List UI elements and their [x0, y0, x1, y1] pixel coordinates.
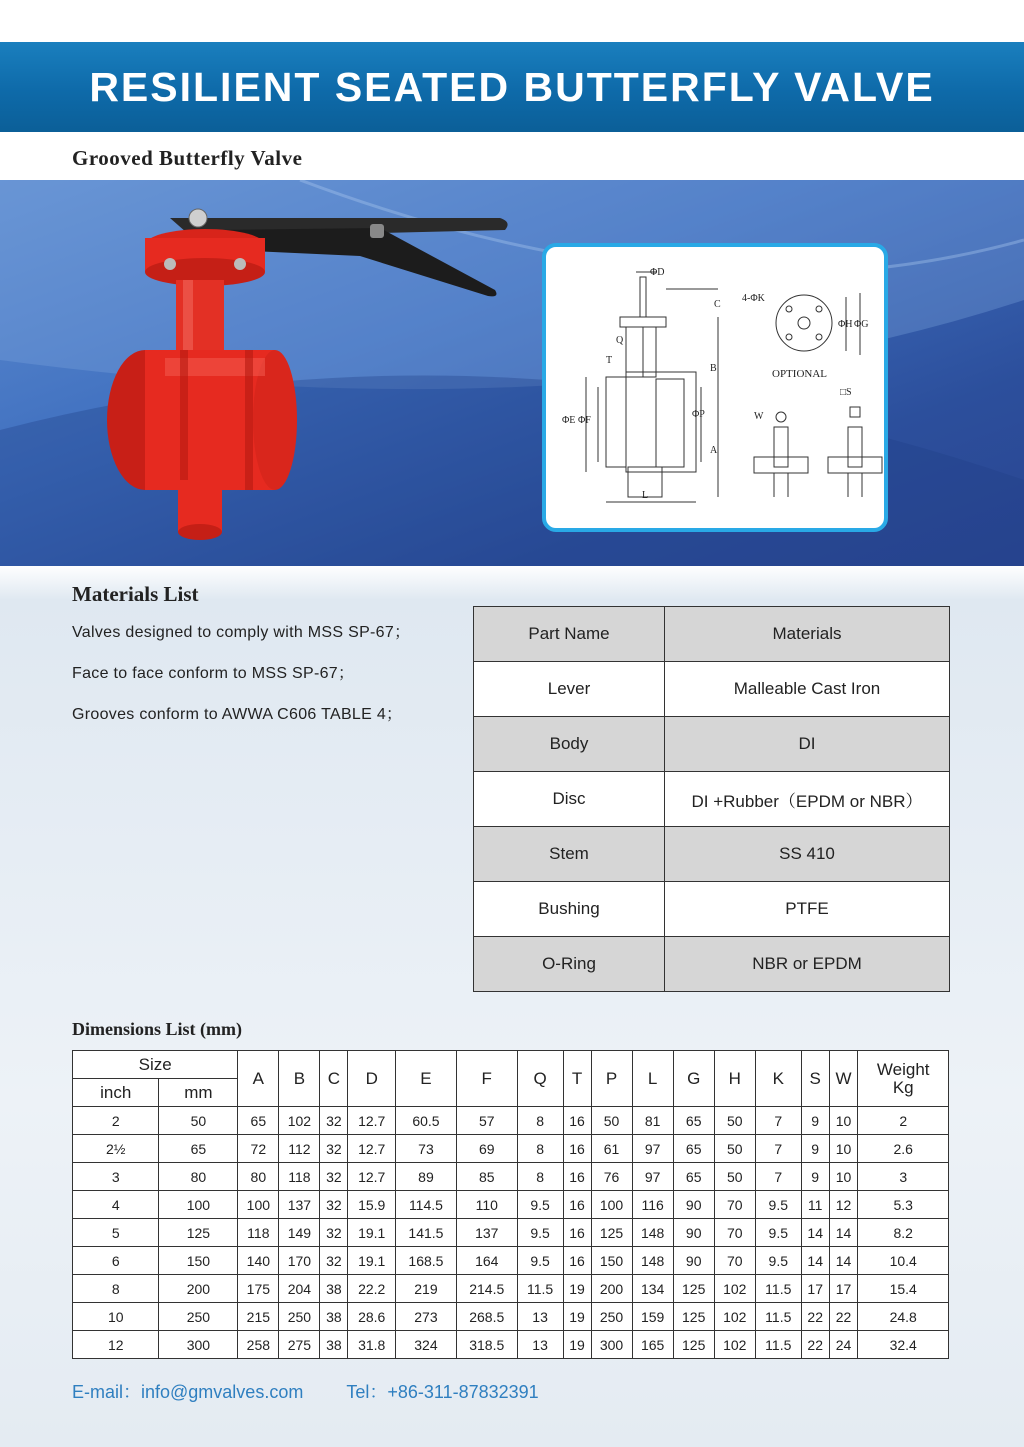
dimension-cell: 11.5 — [517, 1275, 563, 1303]
dimension-cell: 12 — [829, 1191, 858, 1219]
dimension-cell: 38 — [320, 1331, 348, 1359]
table-row — [474, 882, 950, 937]
size-mm-cell: 150 — [159, 1247, 238, 1275]
dimension-cell: 140 — [238, 1247, 279, 1275]
dimension-cell: 10 — [829, 1107, 858, 1135]
dimension-cell: 16 — [563, 1219, 591, 1247]
dimension-cell: 2.6 — [858, 1135, 949, 1163]
dimension-cell: 13 — [517, 1331, 563, 1359]
table-row — [474, 717, 950, 772]
dimension-cell: 9.5 — [755, 1247, 801, 1275]
table-row — [73, 1275, 949, 1303]
materials-title: Materials List — [72, 582, 199, 606]
dimension-cell: 22 — [829, 1303, 858, 1331]
weight-label: Weight — [876, 1059, 930, 1079]
label-d: ΦD — [650, 267, 665, 278]
dimension-cell: 8 — [517, 1135, 563, 1163]
label-h: ΦH — [838, 319, 853, 330]
dimension-cell: 9.5 — [517, 1219, 563, 1247]
part-name: O-Ring — [474, 937, 665, 992]
dimension-cell: 164 — [456, 1247, 517, 1275]
dimension-cell: 97 — [632, 1135, 673, 1163]
dimension-cell: 15.9 — [348, 1191, 396, 1219]
dimension-cell: 19 — [563, 1303, 591, 1331]
header-col: K — [755, 1051, 801, 1107]
dimension-cell: 73 — [396, 1135, 457, 1163]
dimension-cell: 22 — [801, 1303, 829, 1331]
dimension-cell: 65 — [238, 1107, 279, 1135]
header-col: Q — [517, 1051, 563, 1107]
header-inch: inch — [73, 1079, 159, 1107]
dimension-cell: 16 — [563, 1191, 591, 1219]
dimension-cell: 90 — [673, 1219, 714, 1247]
dimensions-table — [72, 1050, 949, 1359]
dimension-cell: 57 — [456, 1107, 517, 1135]
dimension-cell: 50 — [714, 1135, 755, 1163]
dimension-cell: 19 — [563, 1331, 591, 1359]
dimension-cell: 7 — [755, 1163, 801, 1191]
dimension-cell: 3 — [858, 1163, 949, 1191]
dimension-cell: 12.7 — [348, 1135, 396, 1163]
dimension-cell: 8.2 — [858, 1219, 949, 1247]
header-col: P — [591, 1051, 632, 1107]
label-a: A — [710, 445, 718, 456]
dimension-cell: 102 — [714, 1275, 755, 1303]
dimension-cell: 9.5 — [517, 1191, 563, 1219]
dimension-cell: 134 — [632, 1275, 673, 1303]
dimension-cell: 250 — [591, 1303, 632, 1331]
header-col: F — [456, 1051, 517, 1107]
dimension-cell: 112 — [279, 1135, 320, 1163]
dimension-cell: 16 — [563, 1107, 591, 1135]
dimensions-title: Dimensions List (mm) — [72, 1019, 242, 1039]
dimension-cell: 150 — [591, 1247, 632, 1275]
header-col: H — [714, 1051, 755, 1107]
dimension-cell: 125 — [673, 1275, 714, 1303]
dimensions-header-row — [73, 1051, 949, 1079]
size-inch-cell: 2½ — [73, 1135, 159, 1163]
dimension-cell: 9 — [801, 1107, 829, 1135]
dimension-cell: 5.3 — [858, 1191, 949, 1219]
header-col: S — [801, 1051, 829, 1107]
dimension-cell: 11 — [801, 1191, 829, 1219]
materials-table — [473, 606, 950, 992]
header-size: Size — [73, 1051, 238, 1079]
note-face-to-face: Face to face conform to MSS SP-67； — [72, 665, 355, 682]
label-g: ΦG — [854, 319, 869, 330]
size-inch-cell: 2 — [73, 1107, 159, 1135]
dimension-cell: 125 — [591, 1219, 632, 1247]
label-p: ΦP — [692, 409, 705, 420]
dimension-cell: 318.5 — [456, 1331, 517, 1359]
dimension-cell: 32 — [320, 1191, 348, 1219]
size-inch-cell: 12 — [73, 1331, 159, 1359]
size-inch-cell: 4 — [73, 1191, 159, 1219]
page-title: RESILIENT SEATED BUTTERFLY VALVE — [89, 63, 935, 110]
dimension-cell: 90 — [673, 1247, 714, 1275]
note-grooves: Grooves conform to AWWA C606 TABLE 4； — [72, 706, 403, 723]
dimension-cell: 9.5 — [517, 1247, 563, 1275]
dimension-cell: 100 — [591, 1191, 632, 1219]
dimension-cell: 16 — [563, 1135, 591, 1163]
dimension-cell: 114.5 — [396, 1191, 457, 1219]
table-row — [73, 1247, 949, 1275]
dimension-cell: 80 — [238, 1163, 279, 1191]
dimension-cell: 102 — [714, 1303, 755, 1331]
technical-drawing — [546, 247, 884, 528]
size-mm-cell: 300 — [159, 1331, 238, 1359]
header-mm: mm — [159, 1079, 238, 1107]
title-banner — [0, 42, 1024, 132]
dimension-cell: 11.5 — [755, 1303, 801, 1331]
dimension-cell: 219 — [396, 1275, 457, 1303]
table-row — [73, 1219, 949, 1247]
dimension-cell: 76 — [591, 1163, 632, 1191]
dimension-cell: 70 — [714, 1219, 755, 1247]
dimension-cell: 125 — [673, 1303, 714, 1331]
header-col: D — [348, 1051, 396, 1107]
dimension-cell: 22.2 — [348, 1275, 396, 1303]
dimension-cell: 141.5 — [396, 1219, 457, 1247]
dimension-cell: 28.6 — [348, 1303, 396, 1331]
dimension-cell: 85 — [456, 1163, 517, 1191]
dimension-cell: 81 — [632, 1107, 673, 1135]
material: SS 410 — [665, 827, 950, 882]
dimension-cell: 268.5 — [456, 1303, 517, 1331]
note-mss-design: Valves designed to comply with MSS SP-67； — [72, 624, 411, 641]
dimension-cell: 137 — [456, 1219, 517, 1247]
dimension-cell: 24 — [829, 1331, 858, 1359]
dimension-cell: 275 — [279, 1331, 320, 1359]
material: DI — [665, 717, 950, 772]
label-q: Q — [616, 335, 624, 346]
dimension-cell: 214.5 — [456, 1275, 517, 1303]
dimension-cell: 19.1 — [348, 1219, 396, 1247]
part-name: Bushing — [474, 882, 665, 937]
dimension-cell: 32 — [320, 1219, 348, 1247]
dimension-cell: 89 — [396, 1163, 457, 1191]
label-e: ΦE — [562, 415, 576, 426]
header-col: B — [279, 1051, 320, 1107]
dimension-cell: 118 — [279, 1163, 320, 1191]
dimension-cell: 8 — [517, 1107, 563, 1135]
dimension-cell: 32.4 — [858, 1331, 949, 1359]
optional-label: OPTIONAL — [772, 368, 827, 380]
size-mm-cell: 250 — [159, 1303, 238, 1331]
label-s: □S — [840, 387, 852, 398]
dimension-cell: 110 — [456, 1191, 517, 1219]
header-col: A — [238, 1051, 279, 1107]
dimension-cell: 61 — [591, 1135, 632, 1163]
dimension-cell: 12.7 — [348, 1107, 396, 1135]
dimensions-body — [73, 1107, 949, 1359]
dimension-cell: 300 — [591, 1331, 632, 1359]
dimension-cell: 32 — [320, 1135, 348, 1163]
dimension-cell: 14 — [829, 1247, 858, 1275]
dimension-cell: 148 — [632, 1247, 673, 1275]
table-row — [474, 827, 950, 882]
dimension-cell: 12.7 — [348, 1163, 396, 1191]
dimension-cell: 32 — [320, 1163, 348, 1191]
label-b: B — [710, 363, 717, 374]
header-col: T — [563, 1051, 591, 1107]
header-col: C — [320, 1051, 348, 1107]
dimension-cell: 13 — [517, 1303, 563, 1331]
dimension-cell: 90 — [673, 1191, 714, 1219]
material: NBR or EPDM — [665, 937, 950, 992]
dimension-cell: 31.8 — [348, 1331, 396, 1359]
dimension-cell: 24.8 — [858, 1303, 949, 1331]
table-row — [73, 1331, 949, 1359]
part-name: Stem — [474, 827, 665, 882]
dimension-cell: 170 — [279, 1247, 320, 1275]
dimension-cell: 116 — [632, 1191, 673, 1219]
table-row — [73, 1191, 949, 1219]
dimension-cell: 215 — [238, 1303, 279, 1331]
header-col: W — [829, 1051, 858, 1107]
dimension-cell: 14 — [801, 1219, 829, 1247]
dimension-cell: 10 — [829, 1163, 858, 1191]
size-inch-cell: 8 — [73, 1275, 159, 1303]
dimension-cell: 16 — [563, 1163, 591, 1191]
product-subtitle: Grooved Butterfly Valve — [72, 146, 303, 170]
compliance-notes — [72, 619, 410, 742]
dimension-cell: 258 — [238, 1331, 279, 1359]
dimension-cell: 65 — [673, 1135, 714, 1163]
contact-info — [72, 1378, 539, 1404]
dimension-cell: 9.5 — [755, 1191, 801, 1219]
dimension-cell: 165 — [632, 1331, 673, 1359]
dimension-cell: 72 — [238, 1135, 279, 1163]
size-inch-cell: 3 — [73, 1163, 159, 1191]
header-weight — [858, 1051, 949, 1107]
table-row — [474, 662, 950, 717]
size-mm-cell: 80 — [159, 1163, 238, 1191]
dimension-cell: 38 — [320, 1275, 348, 1303]
dimension-cell: 22 — [801, 1331, 829, 1359]
materials-header-row — [474, 607, 950, 662]
dimension-cell: 14 — [829, 1219, 858, 1247]
material: Malleable Cast Iron — [665, 662, 950, 717]
label-l: L — [642, 490, 649, 501]
dimension-cell: 148 — [632, 1219, 673, 1247]
dimension-cell: 168.5 — [396, 1247, 457, 1275]
label-w: W — [754, 411, 764, 422]
dimension-cell: 10 — [829, 1135, 858, 1163]
size-mm-cell: 65 — [159, 1135, 238, 1163]
contact-email[interactable]: E-mail：info@gmvalves.com — [72, 1382, 304, 1402]
dimension-cell: 9 — [801, 1163, 829, 1191]
header-col: L — [632, 1051, 673, 1107]
valve-photo — [0, 180, 520, 566]
size-inch-cell: 6 — [73, 1247, 159, 1275]
header-part-name: Part Name — [474, 607, 665, 662]
dimension-cell: 50 — [591, 1107, 632, 1135]
dimension-cell: 175 — [238, 1275, 279, 1303]
dimension-cell: 10.4 — [858, 1247, 949, 1275]
dimension-cell: 50 — [714, 1107, 755, 1135]
table-row — [73, 1135, 949, 1163]
dimension-cell: 324 — [396, 1331, 457, 1359]
dimension-cell: 38 — [320, 1303, 348, 1331]
dimension-cell: 17 — [829, 1275, 858, 1303]
dimension-cell: 2 — [858, 1107, 949, 1135]
dimension-cell: 9.5 — [755, 1219, 801, 1247]
dimension-cell: 204 — [279, 1275, 320, 1303]
size-mm-cell: 100 — [159, 1191, 238, 1219]
dimension-diagram — [542, 243, 888, 532]
size-mm-cell: 200 — [159, 1275, 238, 1303]
dimension-cell: 125 — [673, 1331, 714, 1359]
dimension-cell: 11.5 — [755, 1331, 801, 1359]
dimension-cell: 60.5 — [396, 1107, 457, 1135]
dimension-cell: 65 — [673, 1163, 714, 1191]
dimension-cell: 250 — [279, 1303, 320, 1331]
size-mm-cell: 125 — [159, 1219, 238, 1247]
label-c: C — [714, 299, 721, 310]
header-col: G — [673, 1051, 714, 1107]
table-row — [73, 1107, 949, 1135]
weight-unit: Kg — [892, 1077, 914, 1097]
dimension-cell: 16 — [563, 1247, 591, 1275]
dimension-cell: 69 — [456, 1135, 517, 1163]
dimension-cell: 7 — [755, 1107, 801, 1135]
dimension-cell: 70 — [714, 1191, 755, 1219]
size-inch-cell: 10 — [73, 1303, 159, 1331]
dimension-cell: 102 — [279, 1107, 320, 1135]
dimension-cell: 19.1 — [348, 1247, 396, 1275]
dimension-cell: 19 — [563, 1275, 591, 1303]
table-row — [73, 1163, 949, 1191]
material: PTFE — [665, 882, 950, 937]
header-col: E — [396, 1051, 457, 1107]
part-name: Lever — [474, 662, 665, 717]
part-name: Disc — [474, 772, 665, 827]
table-row — [474, 772, 950, 827]
label-f: ΦF — [578, 415, 591, 426]
label-k: 4-ΦK — [742, 293, 765, 304]
dimension-cell: 100 — [238, 1191, 279, 1219]
header-materials: Materials — [665, 607, 950, 662]
dimension-cell: 7 — [755, 1135, 801, 1163]
dimension-cell: 15.4 — [858, 1275, 949, 1303]
dimension-cell: 32 — [320, 1247, 348, 1275]
dimension-cell: 200 — [591, 1275, 632, 1303]
dimension-cell: 50 — [714, 1163, 755, 1191]
dimension-cell: 8 — [517, 1163, 563, 1191]
contact-phone[interactable]: Tel：+86-311-87832391 — [346, 1382, 539, 1402]
label-t: T — [606, 355, 613, 366]
dimension-cell: 70 — [714, 1247, 755, 1275]
size-inch-cell: 5 — [73, 1219, 159, 1247]
dimension-cell: 65 — [673, 1107, 714, 1135]
dimension-cell: 11.5 — [755, 1275, 801, 1303]
dimension-cell: 14 — [801, 1247, 829, 1275]
material: DI +Rubber（EPDM or NBR） — [665, 772, 950, 827]
part-name: Body — [474, 717, 665, 772]
size-mm-cell: 50 — [159, 1107, 238, 1135]
dimension-cell: 32 — [320, 1107, 348, 1135]
table-row — [73, 1303, 949, 1331]
dimension-cell: 273 — [396, 1303, 457, 1331]
dimension-cell: 137 — [279, 1191, 320, 1219]
dimension-cell: 97 — [632, 1163, 673, 1191]
dimension-cell: 149 — [279, 1219, 320, 1247]
dimension-cell: 159 — [632, 1303, 673, 1331]
dimension-cell: 9 — [801, 1135, 829, 1163]
dimension-cell: 102 — [714, 1331, 755, 1359]
table-row — [474, 937, 950, 992]
dimension-cell: 118 — [238, 1219, 279, 1247]
dimension-cell: 17 — [801, 1275, 829, 1303]
